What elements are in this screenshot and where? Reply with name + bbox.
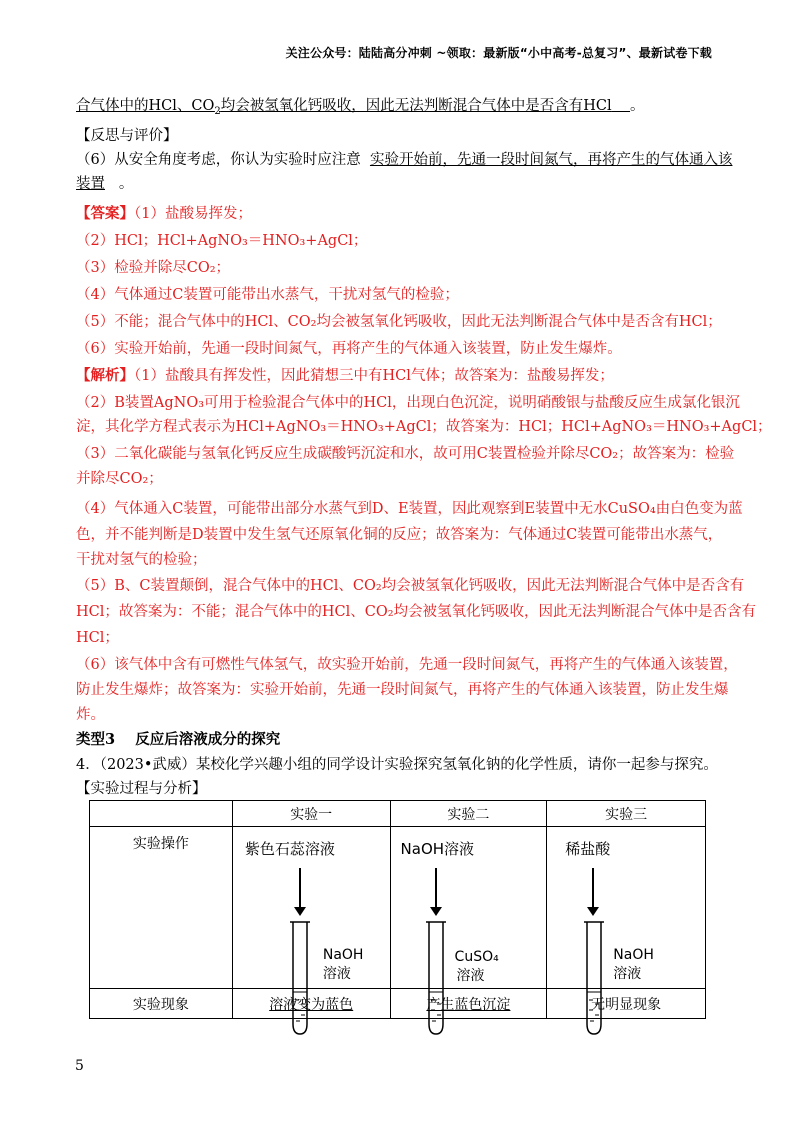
type-label: 类型3: [76, 731, 116, 748]
exp2-test-tube-icon: [425, 920, 447, 1038]
table-header-row: [90, 801, 706, 827]
exp3-phenomenon-cell: [547, 989, 706, 1019]
operation-row: [90, 827, 706, 989]
page-header: 关注公众号：陆陆高分冲刺 ~领取：最新版“小中高考-总复习”、最新试卷下载: [285, 46, 712, 60]
intro-line: 合气体中的HCl、$CO_2$均会被氢氧化钙吸收，因此无法判断混合气体中是否含有HCl 。: [76, 98, 645, 117]
exp1-phenomenon: 溶液变为蓝色: [269, 996, 354, 1013]
analysis-line-13: 防止发生爆炸；故答案为：实验开始前，先通一段时间氮气，再将产生的气体通入该装置，防止发生爆: [76, 682, 729, 698]
page-number: 5: [75, 1058, 84, 1074]
q6-line-2: 装置 。: [76, 176, 134, 192]
phenomenon-label: 实验现象: [90, 989, 233, 1019]
analysis-line-4: （3）二氧化碳能与氢氧化钙反应生成碳酸钙沉淀和水，故可用C装置检验并除尽CO₂；故答案为：检验: [76, 446, 735, 462]
type-title: 反应后溶液成分的探究: [135, 731, 281, 748]
phenomenon-row: [90, 989, 706, 1019]
exp1-tube-label-1: NaOH: [322, 946, 364, 963]
exp2-phenomenon: 产生蓝色沉淀: [426, 996, 511, 1013]
exp3-tube-label-2: 溶液: [613, 965, 642, 982]
analysis-line-2: （2）B装置AgNO₃可用于检验混合气体中的HCl，出现白色沉淀，说明硝酸银与盐酸反应生成氯化银沉: [76, 395, 740, 411]
exp3-tube-label-1: NaOH: [613, 946, 654, 963]
analysis-line-7: 色，并不能判断是D装置中发生氢气还原氧化铜的反应；故答案为：气体通过C装置可能带出水蒸气，: [76, 527, 723, 543]
exp3-reagent-label: 稀盐酸: [565, 839, 611, 858]
exp3-phenomenon: 无明显现象: [591, 996, 662, 1013]
exp1-tube-label-2: 溶液: [322, 965, 351, 982]
answer-line-2: （2）HCl；HCl+AgNO₃＝HNO₃+AgCl；: [76, 233, 368, 249]
exp3-test-tube-icon: [583, 920, 605, 1038]
analysis-line-8: 干扰对氢气的检验；: [76, 552, 207, 568]
exp2-tube-label-2: 溶液: [456, 967, 485, 984]
analysis-line-1: 【解析】（1）盐酸具有挥发性，因此猜想三中有HCl气体；故答案为：盐酸易挥发；: [76, 367, 614, 384]
experiment-table: [89, 800, 706, 1019]
exp2-phenomenon-cell: [390, 989, 547, 1019]
process-heading: 【实验过程与分析】: [76, 781, 207, 797]
header-cell-exp1: 实验一: [232, 801, 390, 827]
exp2-reagent-label: NaOH溶液: [400, 839, 475, 858]
header-cell-exp2: 实验二: [390, 801, 547, 827]
answer-line-3: （3）检验并除尽CO₂；: [76, 260, 231, 276]
analysis-line-3: 淀，其化学方程式表示为HCl+AgNO₃＝HNO₃+AgCl；故答案为：HCl；HCl+AgNO₃＝HNO₃+AgCl；: [76, 419, 772, 435]
answer-line-1: 【答案】（1）盐酸易挥发；: [76, 205, 252, 222]
exp1-operation-cell: [232, 827, 390, 989]
analysis-line-6: （4）气体通入C装置，可能带出部分水蒸气到D、E装置，因此观察到E装置中无水CuSO₄由白色变为蓝: [76, 501, 743, 517]
header-cell-empty: [90, 801, 233, 827]
answer-line-6: （6）实验开始前，先通一段时间氮气，再将产生的气体通入该装置，防止发生爆炸。: [76, 341, 622, 357]
analysis-line-5: 并除尽CO₂；: [76, 471, 163, 487]
answer-tag: 【答案】: [76, 205, 134, 222]
exp1-test-tube-icon: [289, 920, 311, 1038]
exp3-operation-cell: [547, 827, 706, 989]
section-heading: [76, 730, 280, 750]
question-4: 4．（2023•武威）某校化学兴趣小组的同学设计实验探究氢氧化钠的化学性质，请你一起参与探究。: [76, 757, 718, 773]
header-cell-exp3: 实验三: [547, 801, 706, 827]
q6-line-1: （6）从安全角度考虑，你认为实验时应注意 实验开始前，先通一段时间氮气，再将产生的气体通入该: [76, 152, 733, 168]
answer-line-5: （5）不能；混合气体中的HCl、CO₂均会被氢氧化钙吸收，因此无法判断混合气体中是否含有HCl；: [76, 314, 722, 330]
exp3-arrow-icon: [592, 868, 594, 908]
exp1-arrow-icon: [299, 868, 301, 908]
exp2-arrow-icon: [435, 868, 437, 908]
exp1-reagent-label: 紫色石蕊溶液: [244, 839, 335, 858]
exp2-operation-cell: [390, 827, 547, 989]
exp2-tube-label-1: CuSO₄: [454, 948, 499, 965]
analysis-line-9: （5）B、C装置颠倒，混合气体中的HCl、CO₂均会被氢氧化钙吸收，因此无法判断混合气体中是否含有: [76, 578, 745, 594]
analysis-line-11: HCl；: [76, 630, 119, 646]
analysis-tag: 【解析】: [76, 367, 134, 384]
answer-line-4: （4）气体通过C装置可能带出水蒸气，干扰对氢气的检验；: [76, 287, 459, 303]
analysis-line-12: （6）该气体中含有可燃性气体氢气，故实验开始前，先通一段时间氮气，再将产生的气体通入该装置，: [76, 657, 738, 673]
operation-label: 实验操作: [90, 827, 233, 989]
exp1-phenomenon-cell: [232, 989, 390, 1019]
analysis-line-14: 炸。: [76, 707, 105, 723]
intro-answer: 合气体中的HCl、$CO_2$均会被氢氧化钙吸收，因此无法判断混合气体中是否含有HCl: [76, 98, 612, 117]
analysis-line-10: HCl；故答案为：不能；混合气体中的HCl、CO₂均会被氢氧化钙吸收，因此无法判断混合气体中是否含有: [76, 604, 757, 620]
reflect-heading: 【反思与评价】: [76, 128, 178, 144]
